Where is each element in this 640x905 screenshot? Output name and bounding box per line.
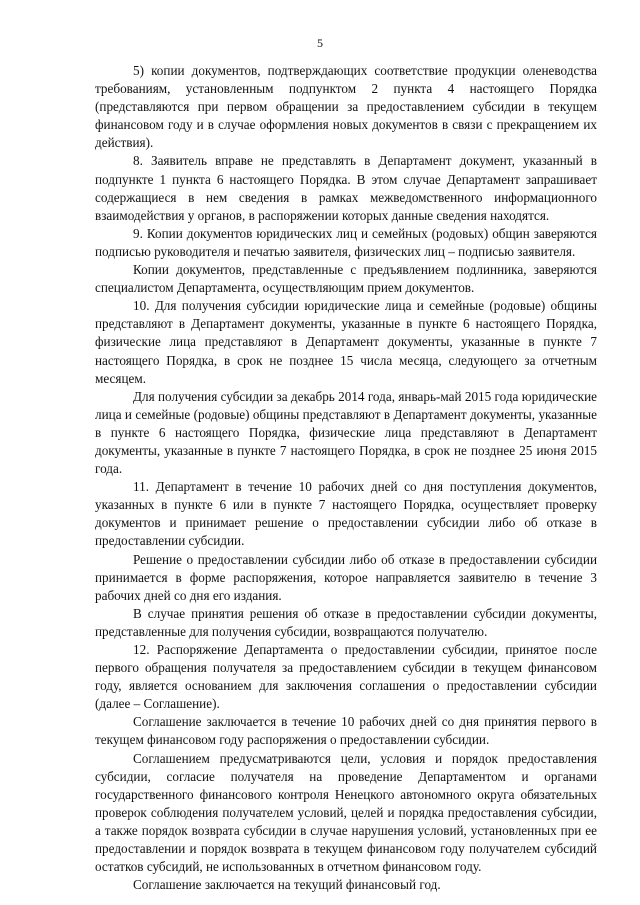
paragraph-item-5: 5) копии документов, подтверждающих соответствие продукции оленеводства требованиям, установленным подпунктом 2 пункта 4 настоящего Порядка (представляются при первом обращении за предоставлением субсидии в текущем финансовом году и в случае оформления новых документов в связи с прекращением их действия). bbox=[95, 63, 597, 151]
paragraph-agreement-term: Соглашение заключается в течение 10 рабочих дней со дня принятия первого в текущем финансовом году распоряжения о предоставлении субсидии. bbox=[95, 714, 597, 748]
page-number: 5 bbox=[317, 36, 323, 50]
paragraph-clause-12: 12. Распоряжение Департамента о предоставлении субсидии, принятое после первого обращения получателя за предоставлением субсидии в текущем финансовом году, является основанием для заключения соглашения о предоставлении субсидии (далее – Соглашение). bbox=[95, 642, 597, 712]
paragraph-clause-10: 10. Для получения субсидии юридические лица и семейные (родовые) общины представляют в Департамент документы, указанные в пункте 6 настоящего Порядка, физические лица представляют в Департамент документы, указанные в пункте 7 настоящего Порядка, в срок не позднее 15 числа месяца, следующего за отчетным месяцем. bbox=[95, 298, 597, 386]
paragraph-december-2014-deadline: Для получения субсидии за декабрь 2014 года, январь-май 2015 года юридические лица и семейные (родовые) общины представляют в Департамент документы, указанные в пункте 6 настоящего Порядка, физические лица представляют в Департамент документы, указанные в пункте 7 настоящего Порядка, в срок не позднее 25 июня 2015 года. bbox=[95, 388, 597, 477]
document-body bbox=[95, 62, 597, 894]
paragraph-agreement-period: Соглашение заключается на текущий финансовый год. bbox=[133, 877, 441, 893]
paragraph-clause-8: 8. Заявитель вправе не представлять в Департамент документ, указанный в подпункте 1 пункта 6 настоящего Порядка. В этом случае Департамент запрашивает содержащиеся в нем сведения в рамках межведомственного информационного взаимодействия у органов, в распоряжении которых данные сведения находятся. bbox=[95, 153, 597, 223]
paragraph-refusal-return: В случае принятия решения об отказе в предоставлении субсидии документы, представленные для получения субсидии, возвращаются получателю. bbox=[95, 605, 597, 639]
paragraph-decision-form: Решение о предоставлении субсидии либо об отказе в предоставлении субсидии принимается в форме распоряжения, которое направляется заявителю в течение 3 рабочих дней со дня его издания. bbox=[95, 551, 597, 603]
paragraph-copies-certification: Копии документов, представленные с предъявлением подлинника, заверяются специалистом Департамента, осуществляющим прием документов. bbox=[95, 262, 597, 296]
paragraph-agreement-content: Соглашением предусматриваются цели, условия и порядок предоставления субсидии, согласие получателя на проведение Департаментом и органами государственного финансового контроля Ненецкого автономного округа обязательных проверок соблюдения получателем условий, целей и порядка предоставления субсидии, а также порядок возврата субсидии в случае нарушения условий, установленных при ее предоставлении и порядок возврата в текущем финансовом году получателем субсидий остатков субсидий, не использованных в отчетном финансовом году. bbox=[95, 750, 597, 875]
paragraph-clause-11: 11. Департамент в течение 10 рабочих дней со дня поступления документов, указанных в пункте 6 или в пункте 7 настоящего Порядка, осуществляет проверку документов и принимает решение о предоставлении субсидии либо об отказе в предоставлении субсидии. bbox=[95, 479, 597, 549]
paragraph-clause-9: 9. Копии документов юридических лиц и семейных (родовых) общин заверяются подписью руководителя и печатью заявителя, физических лиц – подписью заявителя. bbox=[95, 225, 597, 259]
